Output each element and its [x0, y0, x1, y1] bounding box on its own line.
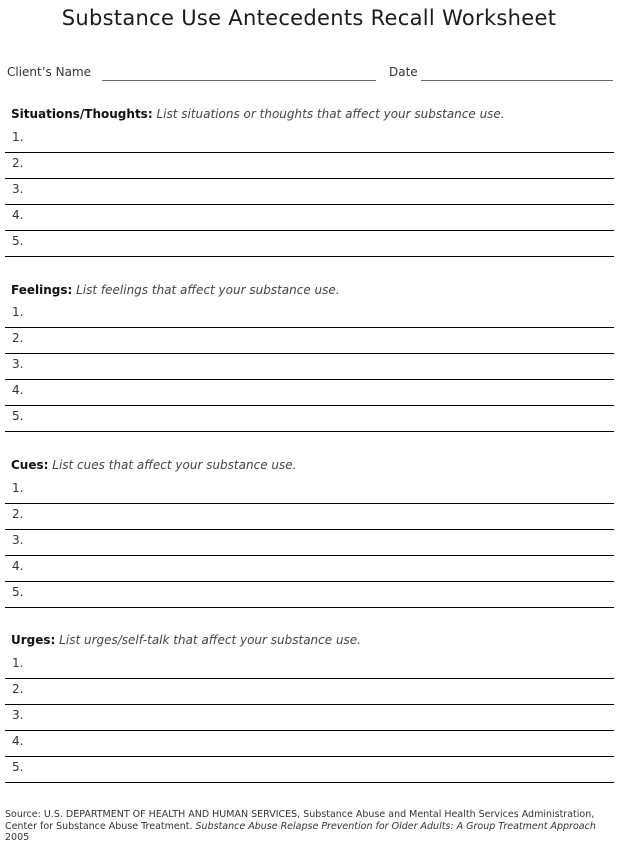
section-label: Feelings: [11, 283, 73, 297]
answer-line[interactable] [5, 302, 614, 328]
section-instruction: List cues that affect your substance use. [52, 458, 297, 472]
item-number: 1. [12, 481, 24, 495]
item-number: 2. [12, 507, 24, 521]
answer-line[interactable] [5, 653, 614, 679]
item-number: 3. [12, 708, 24, 722]
publication-year: 2005 [5, 832, 30, 843]
answer-line[interactable] [5, 705, 614, 731]
answer-line[interactable] [5, 679, 614, 705]
date-field[interactable] [421, 80, 613, 81]
answer-line[interactable] [5, 582, 614, 608]
answer-line[interactable] [5, 556, 614, 582]
item-number: 1. [12, 656, 24, 670]
answer-line[interactable] [5, 354, 614, 380]
answer-line[interactable] [5, 504, 614, 530]
item-number: 3. [12, 357, 24, 371]
source-text: Source: U.S. DEPARTMENT OF HEALTH AND HUMAN SERVICES, Substance Abuse and Mental Health Services Administration, Center for Substance Abuse Treatment. [5, 809, 595, 832]
section-feelings [11, 283, 340, 297]
item-number: 1. [12, 130, 24, 144]
answer-line[interactable] [5, 127, 614, 153]
answer-line[interactable] [5, 380, 614, 406]
section-urges [11, 633, 361, 647]
item-number: 3. [12, 182, 24, 196]
item-number: 5. [12, 760, 24, 774]
answer-line[interactable] [5, 731, 614, 757]
answer-line[interactable] [5, 153, 614, 179]
section-instruction: List situations or thoughts that affect your substance use. [156, 107, 505, 121]
item-number: 3. [12, 533, 24, 547]
answer-line[interactable] [5, 231, 614, 257]
answer-line[interactable] [5, 530, 614, 556]
item-number: 5. [12, 585, 24, 599]
item-number: 2. [12, 682, 24, 696]
page-title: Substance Use Antecedents Recall Worksheet [61, 6, 557, 30]
section-label: Cues: [11, 458, 49, 472]
section-label: Urges: [11, 633, 56, 647]
item-number: 5. [12, 409, 24, 423]
answer-line[interactable] [5, 478, 614, 504]
client-name-field[interactable] [102, 80, 376, 81]
section-instruction: List urges/self-talk that affect your substance use. [59, 633, 361, 647]
section-instruction: List feelings that affect your substance use. [76, 283, 340, 297]
item-number: 4. [12, 734, 24, 748]
section-situations-thoughts [11, 107, 505, 121]
source-citation [5, 809, 605, 844]
date-label: Date [389, 65, 418, 79]
publication-title: Substance Abuse Relapse Prevention for Older Adults: A Group Treatment Approach [195, 820, 596, 832]
item-number: 5. [12, 234, 24, 248]
client-name-label: Client’s Name [7, 65, 92, 79]
answer-line[interactable] [5, 179, 614, 205]
answer-line[interactable] [5, 757, 614, 783]
item-number: 2. [12, 156, 24, 170]
answer-line[interactable] [5, 406, 614, 432]
item-number: 4. [12, 208, 24, 222]
answer-line[interactable] [5, 205, 614, 231]
section-label: Situations/Thoughts: [11, 107, 153, 121]
item-number: 4. [12, 383, 24, 397]
section-cues [11, 458, 296, 472]
item-number: 2. [12, 331, 24, 345]
answer-line[interactable] [5, 328, 614, 354]
item-number: 1. [12, 305, 24, 319]
item-number: 4. [12, 559, 24, 573]
